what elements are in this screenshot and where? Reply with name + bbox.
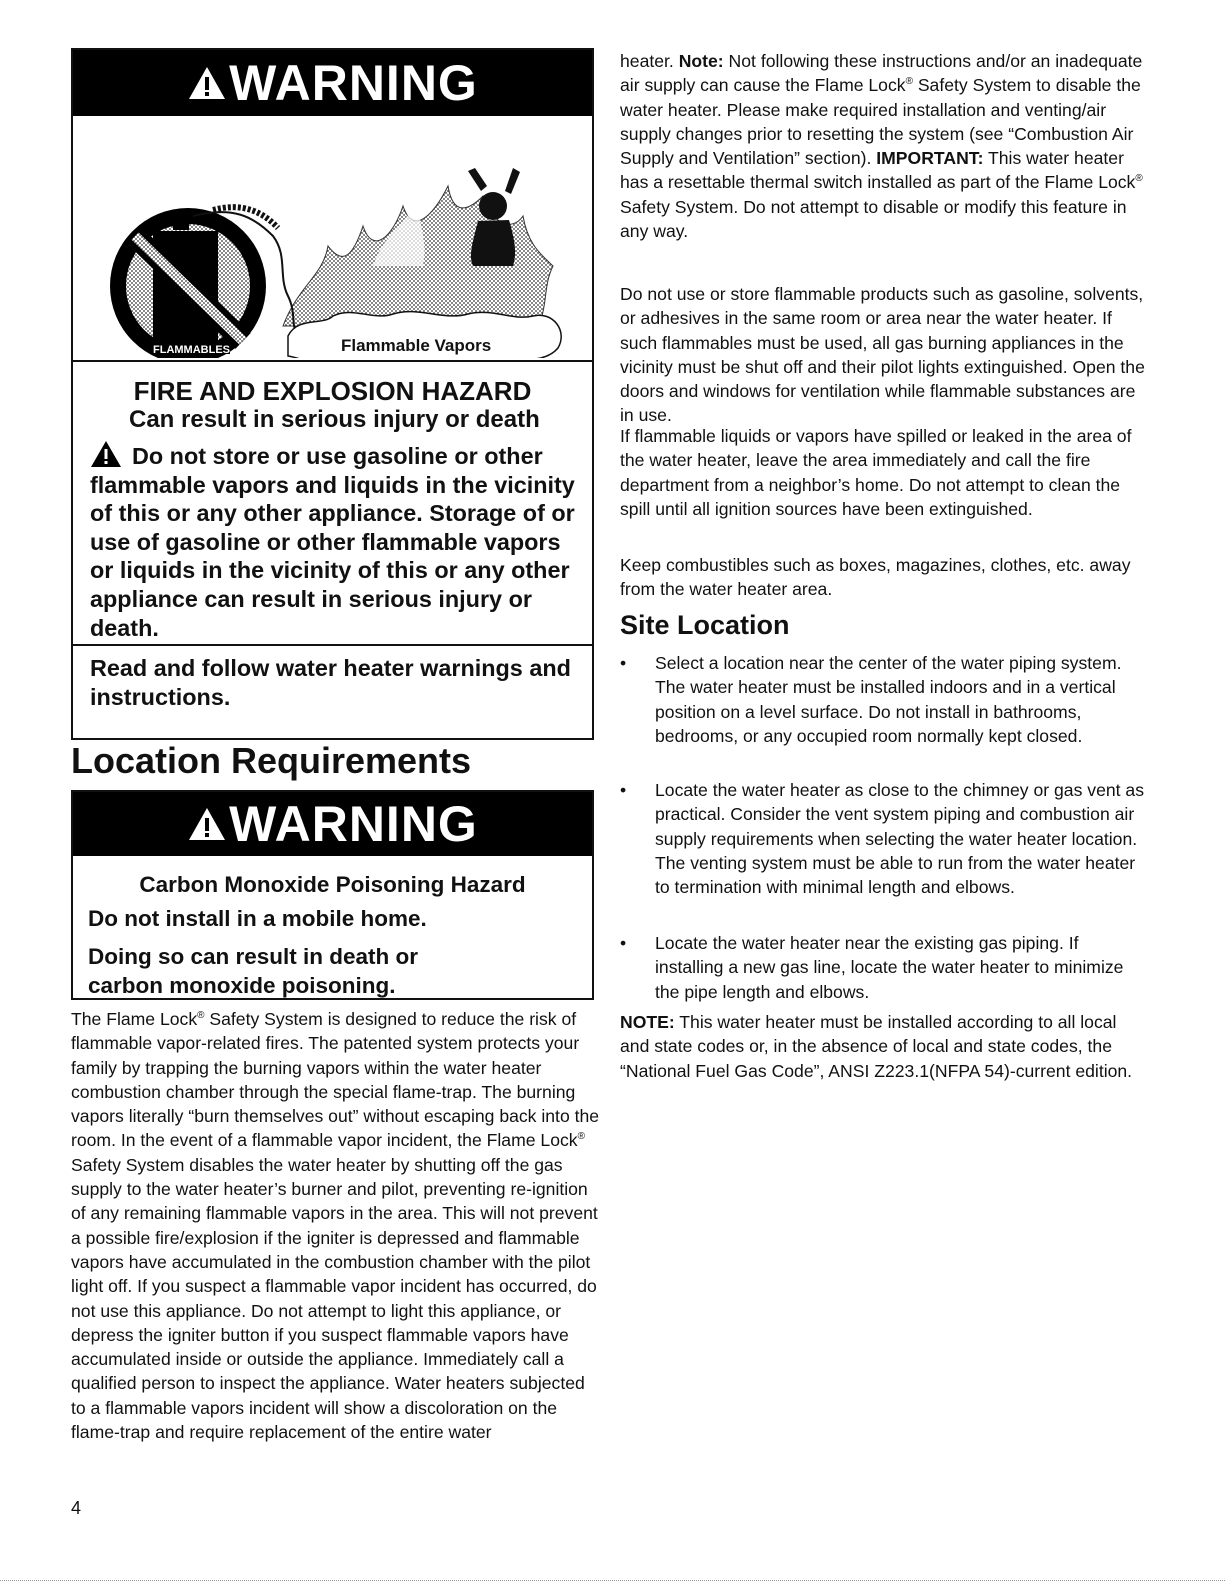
bullet-dot: • [620, 653, 627, 673]
small-warning-triangle-icon [90, 440, 122, 468]
flame-lock-description: The Flame Lock® Safety System is designed to reduce the risk of flammable vapor-related fires. The patented system protects your family by trapping the burning vapors within the water heater combustion chamber through the special flame-trap. The burning vapors literally “burn themselves out” without escaping back into the room. In the event of a flammable vapor incident, the Flame Lock® Safety System disables the water heater by shutting off the gas supply to the water heater’s burner and pilot, preventing re-ignition of any remaining flammable vapors in the area. This will not prevent a possible fire/explosion if the igniter is depressed and flammable vapors have accumulated in the combustion chamber with the pilot light off. If you suspect a flammable vapor incident has occurred, do not use this appliance. Do not attempt to light this appliance, or depress the igniter button if you suspect flammable vapors have accumulated inside or outside the appliance. Immediately call a qualified person to inspect the appliance. Water heaters subjected to a flammable vapors incident will show a discoloration on the flame-trap and require replacement of the entire water [71, 1009, 600, 1443]
read-instructions-text: Read and follow water heater warnings and instructions. [90, 655, 571, 710]
warning-triangle-icon [187, 65, 227, 101]
note-label: NOTE: [620, 1012, 675, 1032]
bullet-item-3: • Locate the water heater near the existing gas piping. If installing a new gas line, locate the water heater to minimize the pipe length and elbows. [620, 933, 1124, 1002]
fire-hazard-body [90, 440, 585, 642]
flammables-label: FLAMMABLES [153, 344, 230, 356]
co-line-death-a: Doing so can result in death or [88, 944, 419, 969]
fire-hazard-body-text: Do not store or use gasoline or other flammable vapors and liquids in the vicinity of this or any other appliance. Storage of or use of gasoline or other flammable vapors or liquids in the vicinity of this or any other appliance can result in serious injury or death. [90, 443, 575, 641]
right-paragraph-3: If flammable liquids or vapors have spilled or leaked in the area of the water heater, leave the area immediately and call the fire department from a neighbor’s home. Do not attempt to clean the spill until all ignition sources have been extinguished. [620, 426, 1132, 519]
bottom-divider [0, 1580, 1225, 1581]
site-location-heading: Site Location [620, 610, 790, 640]
co-line-death-b: carbon monoxide poisoning. [88, 973, 396, 998]
prohibited-flammables-sign [110, 208, 266, 358]
co-hazard-title: Carbon Monoxide Poisoning Hazard [139, 872, 526, 897]
co-line-mobile-home: Do not install in a mobile home. [88, 906, 427, 931]
bullet-dot: • [620, 780, 627, 800]
bullet-dot: • [620, 933, 627, 953]
flammable-vapors-illustration [73, 116, 592, 358]
carbon-monoxide-warning-box [71, 790, 594, 1000]
read-instructions-section [73, 644, 592, 740]
right-paragraph-2: Do not use or store flammable products such as gasoline, solvents, or adhesives in the same room or area near the water heater. If such flammables must be used, all gas burning appliances in the vicinity must be shut off and their pilot lights extinguished. Open the doors and windows for ventilation while flammable substances are in use. [620, 284, 1145, 426]
flammable-vapors-label: Flammable Vapors [341, 336, 492, 355]
warning-banner-2 [73, 792, 592, 856]
warning-banner-text: WARNING [229, 55, 478, 111]
right-paragraph-4: Keep combustibles such as boxes, magazines, clothes, etc. away from the water heater area. [620, 555, 1131, 600]
right-paragraph-1: heater. Note: Not following these instructions and/or an inadequate air supply can cause the Flame Lock® Safety System to disable the water heater. Please make required installation and venting/air supply changes prior to resetting the system (see “Combustion Air Supply and Ventilation” section). IMPORTANT: This water heater has a resettable thermal switch installed as part of the Flame Lock® Safety System. Do not attempt to disable or modify this feature in any way. [620, 51, 1143, 242]
location-requirements-heading: Location Requirements [71, 740, 472, 781]
bullet-item-1: • Select a location near the center of the water piping system. The water heater must be installed indoors and in a vertical position on a level surface. Do not install in bathrooms, bedrooms, or any occupied room normally kept closed. [620, 653, 1122, 746]
code-note: NOTE: This water heater must be installed according to all local and state codes or, in the absence of local and state codes, the “National Fuel Gas Code”, ANSI Z223.1(NFPA 54)-current edition. [620, 1012, 1133, 1081]
fire-hazard-title: FIRE AND EXPLOSION HAZARD [133, 376, 532, 406]
warning-banner [73, 50, 592, 116]
fire-hazard-warning-box [71, 48, 594, 740]
fire-hazard-subtitle: Can result in serious injury or death [129, 406, 540, 433]
warning-banner-text: WARNING [229, 796, 478, 852]
bullet-item-2: • Locate the water heater as close to the chimney or gas vent as practical. Consider the vent system piping and combustion air supply requirements when selecting the water heater location. The venting system must be able to run from the water heater to termination with minimal length and elbows. [620, 780, 1144, 898]
warning-triangle-icon [187, 806, 227, 842]
page-number: 4 [71, 1498, 82, 1518]
